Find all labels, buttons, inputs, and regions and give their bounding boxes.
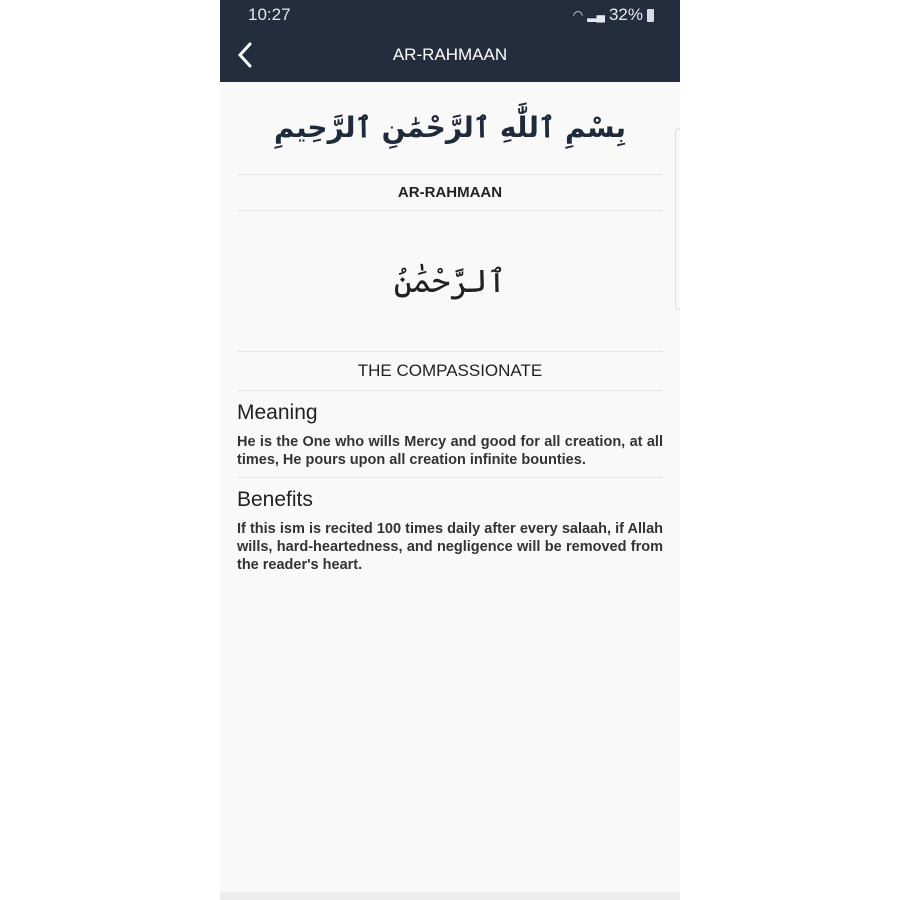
signal-icon: ▂▄ xyxy=(587,8,605,22)
meaning-heading: Meaning xyxy=(237,401,318,424)
status-time: 10:27 xyxy=(248,5,291,24)
page-title: AR-RAHMAAN xyxy=(392,45,508,64)
divider xyxy=(237,477,663,478)
divider xyxy=(237,390,663,391)
edge-panel-handle[interactable] xyxy=(675,128,680,310)
benefits-text: If this ism is recited 100 times daily after every salaah, if Allah wills, hard-heartedness, and negligence will be removed from the reader's heart. xyxy=(237,521,663,573)
app-bar xyxy=(220,0,680,82)
meaning-text: He is the One who wills Mercy and good for all creation, at all times, He pours upon all creation infinite bounties. xyxy=(237,434,663,468)
bottom-bar xyxy=(220,892,680,900)
battery-percent: 32% xyxy=(608,5,643,24)
bismillah-calligraphy: بِسْمِ ٱللَّٰهِ ٱلرَّحْمَٰنِ ٱلرَّحِيمِ xyxy=(274,111,626,144)
name-arabic: ٱلرَّحْمَٰنُ xyxy=(393,262,507,300)
benefits-heading: Benefits xyxy=(237,488,313,511)
name-detail xyxy=(237,82,663,582)
name-translation: THE COMPASSIONATE xyxy=(357,361,543,380)
phone-screen xyxy=(220,0,680,900)
battery-icon xyxy=(647,9,654,22)
wifi-icon: ◠ xyxy=(572,8,584,22)
name-transliteration: AR-RAHMAAN xyxy=(397,184,503,201)
status-icons xyxy=(573,5,654,25)
